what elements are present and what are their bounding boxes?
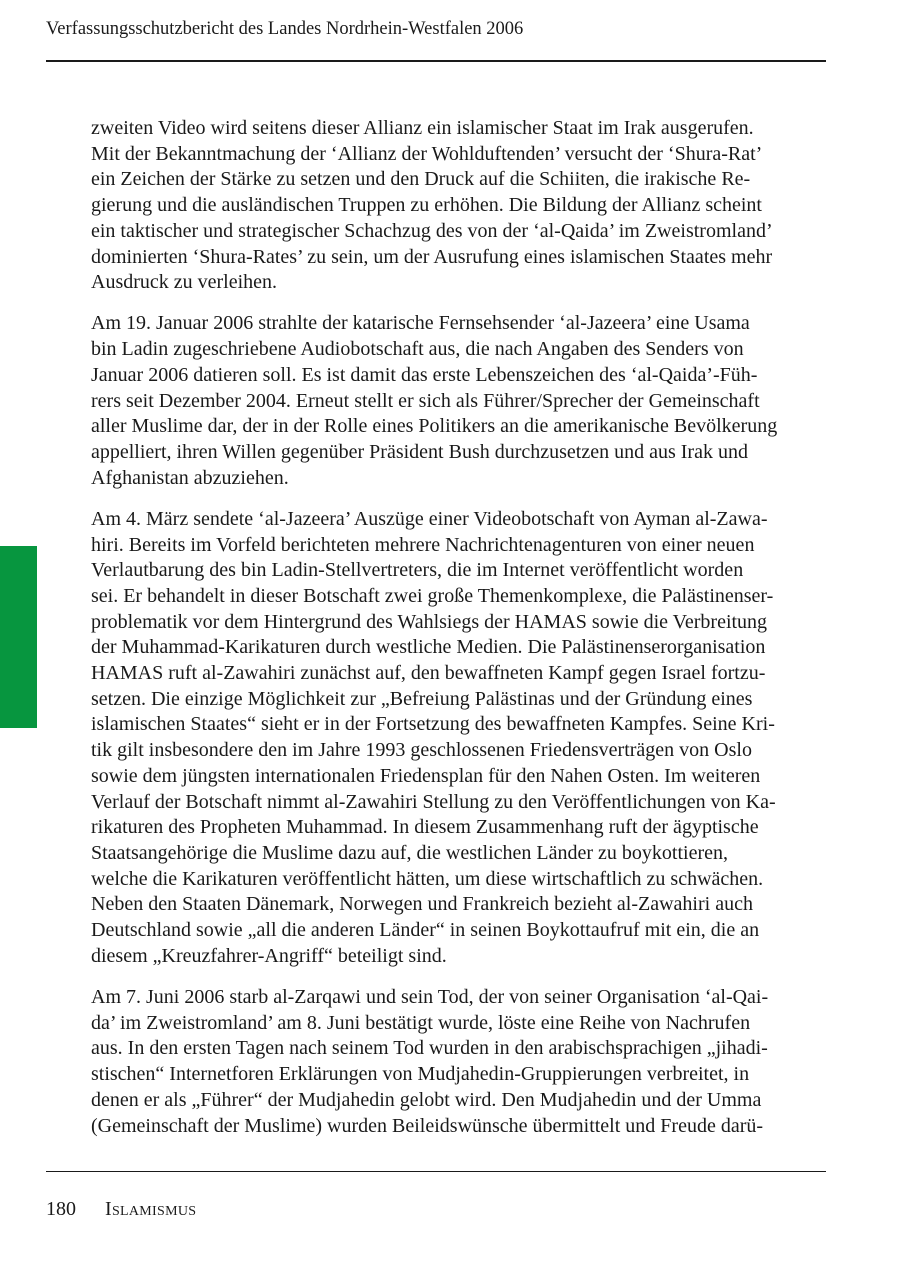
text-line: Januar 2006 datieren soll. Es ist damit das erste Lebenszeichen des ‘al-Qaida’-Füh-	[91, 363, 758, 386]
text-line: dominierten ‘Shura-Rates’ zu sein, um der Ausrufung eines islamischen Staates mehr	[91, 245, 773, 268]
header-divider	[46, 60, 826, 62]
text-line: Neben den Staaten Dänemark, Norwegen und Frankreich bezieht al-Zawahiri auch	[91, 893, 753, 916]
text-line: tik gilt insbesondere den im Jahre 1993 geschlossenen Friedensverträgen von Oslo	[91, 739, 752, 762]
text-line: stischen“ Internetforen Erklärungen von Mudjahedin-Gruppierungen verbreitet, in	[91, 1063, 750, 1086]
text-line: sei. Er behandelt in dieser Botschaft zwei große Themenkomplexe, die Palästinenser-	[91, 584, 774, 607]
text-line: problematik vor dem Hintergrund des Wahlsiegs der HAMAS sowie die Verbreitung	[91, 610, 768, 633]
text-line: HAMAS ruft al-Zawahiri zunächst auf, den bewaffneten Kampf gegen Israel fortzu-	[91, 662, 766, 685]
paragraph	[91, 507, 826, 970]
text-line: Am 19. Januar 2006 strahlte der katarische Fernsehsender ‘al-Jazeera’ eine Usama	[91, 312, 750, 335]
text-line: Am 4. März sendete ‘al-Jazeera’ Auszüge einer Videobotschaft von Ayman al-Zawa-	[91, 507, 768, 530]
text-line: appelliert, ihren Willen gegenüber Präsident Bush durchzusetzen und aus Irak und	[91, 440, 748, 463]
text-line: welche die Karikaturen veröffentlicht hätten, um diese wirtschaftlich zu schwächen.	[91, 867, 764, 890]
page-number: 180	[46, 1198, 76, 1220]
paragraph	[91, 311, 826, 491]
paragraph	[91, 985, 826, 1139]
text-line: (Gemeinschaft der Muslime) wurden Beileidswünsche übermittelt und Freude darü-	[91, 1114, 764, 1137]
body-text	[91, 116, 826, 1155]
text-line: sowie dem jüngsten internationalen Friedensplan für den Nahen Osten. Im weiteren	[91, 764, 761, 787]
text-line: bin Ladin zugeschriebene Audiobotschaft aus, die nach Angaben des Senders von	[91, 338, 744, 361]
text-line: ein taktischer und strategischer Schachzug des von der ‘al-Qaida’ im Zweistromland’	[91, 219, 773, 242]
paragraph	[91, 116, 826, 296]
text-line: zweiten Video wird seitens dieser Allianz ein islamischer Staat im Irak ausgerufen.	[91, 117, 754, 139]
text-line: setzen. Die einzige Möglichkeit zur „Befreiung Palästinas und der Gründung eines	[91, 687, 753, 710]
text-line: Afghanistan abzuziehen.	[91, 466, 289, 489]
text-line: Staatsangehörige die Muslime dazu auf, die westlichen Länder zu boykottieren,	[91, 841, 729, 864]
text-line: diesem „Kreuzfahrer-Angriff“ beteiligt sind.	[91, 944, 447, 967]
text-line: rers seit Dezember 2004. Erneut stellt er sich als Führer/Sprecher der Gemeinschaft	[91, 389, 760, 412]
running-header: Verfassungsschutzbericht des Landes Nordrhein-Westfalen 2006	[46, 19, 524, 39]
text-line: Verlautbarung des bin Ladin-Stellvertreters, die im Internet veröffentlicht worden	[91, 559, 744, 582]
chapter-color-tab	[0, 546, 37, 728]
text-line: Deutschland sowie „all die anderen Länder“ in seinen Boykottaufruf mit ein, die an	[91, 919, 760, 942]
section-name: Islamismus	[105, 1198, 197, 1220]
text-line: Am 7. Juni 2006 starb al-Zarqawi und sein Tod, der von seiner Organisation ‘al-Qai-	[91, 986, 769, 1008]
text-line: hiri. Bereits im Vorfeld berichteten mehrere Nachrichtenagenturen von einer neuen	[91, 533, 755, 556]
text-line: gierung und die ausländischen Truppen zu erhöhen. Die Bildung der Allianz scheint	[91, 194, 762, 217]
text-line: denen er als „Führer“ der Mudjahedin gelobt wird. Den Mudjahedin und der Umma	[91, 1088, 762, 1111]
text-line: aus. In den ersten Tagen nach seinem Tod wurden in den arabischsprachigen „jihadi-	[91, 1037, 768, 1060]
text-line: Verlauf der Botschaft nimmt al-Zawahiri Stellung zu den Veröffentlichungen von Ka-	[91, 790, 776, 813]
text-line: da’ im Zweistromland’ am 8. Juni bestätigt wurde, löste eine Reihe von Nachrufen	[91, 1011, 751, 1034]
footer-divider	[46, 1171, 826, 1172]
text-line: ein Zeichen der Stärke zu setzen und den Druck auf die Schiiten, die irakische Re-	[91, 168, 751, 191]
text-line: Mit der Bekanntmachung der ‘Allianz der Wohlduftenden’ versucht der ‘Shura-Rat’	[91, 142, 763, 165]
text-line: aller Muslime dar, der in der Rolle eines Politikers an die amerikanische Bevölkerung	[91, 415, 778, 438]
text-line: rikaturen des Propheten Muhammad. In diesem Zusammenhang ruft der ägyptische	[91, 816, 759, 839]
text-line: der Muhammad-Karikaturen durch westliche Medien. Die Palästinenserorganisation	[91, 636, 766, 659]
text-line: islamischen Staates“ sieht er in der Fortsetzung des bewaffneten Kampfes. Seine Kri-	[91, 713, 775, 736]
text-line: Ausdruck zu verleihen.	[91, 271, 278, 294]
